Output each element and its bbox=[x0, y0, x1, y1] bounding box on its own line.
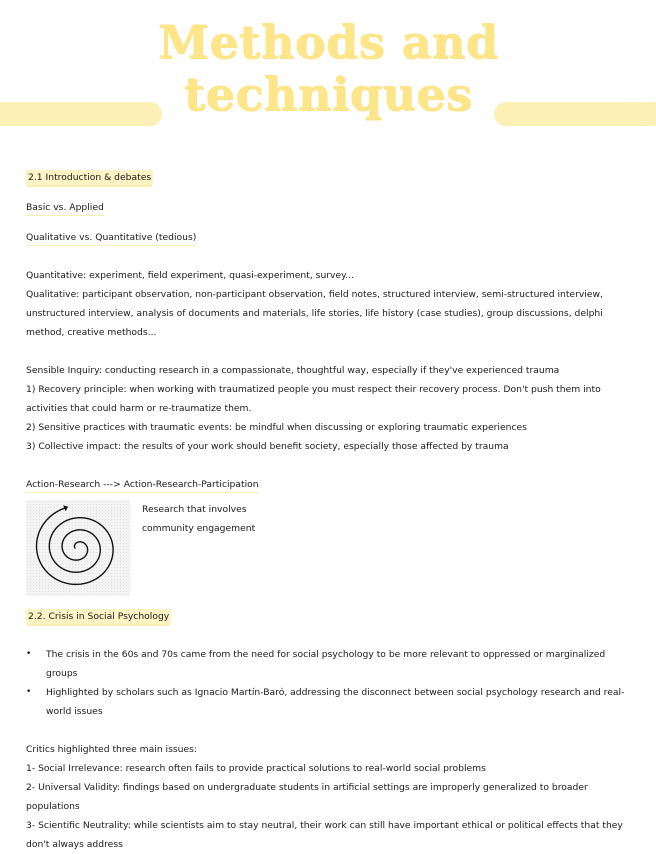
section-heading-crisis: 2.2. Crisis in Social Psychology bbox=[28, 611, 170, 622]
issue-1: 1- Social Irrelevance: research often fails to provide practical solutions to real-world social problems bbox=[26, 763, 486, 774]
principle-1: 1) Recovery principle: when working with traumatized people you must respect their recovery process. Don't push them into activities that could harm or re-traumatize them. bbox=[26, 384, 601, 414]
crisis-bullet-list bbox=[26, 645, 632, 721]
quantitative-line: Quantitative: experiment, field experiment, quasi-experiment, survey... bbox=[26, 270, 355, 281]
action-research-desc-line-1: Research that involves bbox=[142, 504, 247, 515]
page-content bbox=[26, 168, 632, 854]
subheading-basic-applied: Basic vs. Applied bbox=[26, 200, 104, 216]
qualitative-line: Qualitative: participant observation, non-participant observation, field notes, structured interview, semi-structured interview, unstructured interview, analysis of documents and materials, life stories, life history (case studies), group discussions, delphi method, creative methods... bbox=[26, 289, 603, 338]
principle-3: 3) Collective impact: the results of your work should benefit society, especially those affected by trauma bbox=[26, 441, 509, 452]
spiral-image bbox=[26, 500, 130, 596]
page-title bbox=[0, 16, 656, 120]
action-research-desc-line-2: community engagement bbox=[142, 523, 256, 534]
issue-3: 3- Scientific Neutrality: while scientists aim to stay neutral, their work can still have important ethical or political effects that they don't always address bbox=[26, 820, 623, 850]
spiral-icon bbox=[26, 500, 130, 596]
section-heading-intro: 2.1 Introduction & debates bbox=[28, 172, 152, 183]
subheading-qual-quant: Qualitative vs. Quantitative (tedious) bbox=[26, 230, 196, 246]
page-title-line-2: techniques bbox=[183, 67, 473, 121]
crisis-bullet-2: • Highlighted by scholars such as Ignacio Martín-Baró, addressing the disconnect between social psychology research and real-world issues bbox=[26, 683, 632, 721]
page-title-line-1: Methods and bbox=[157, 15, 499, 69]
critics-intro: Critics highlighted three main issues: bbox=[26, 744, 198, 755]
crisis-bullet-1: • The crisis in the 60s and 70s came from the need for social psychology to be more relevant to oppressed or marginalized groups bbox=[26, 645, 632, 683]
sensible-inquiry-line: Sensible Inquiry: conducting research in a compassionate, thoughtful way, especially if they've experienced trauma bbox=[26, 365, 560, 376]
principle-2: 2) Sensitive practices with traumatic events: be mindful when discussing or exploring traumatic experiences bbox=[26, 422, 527, 433]
action-research-heading: Action-Research ---> Action-Research-Participation bbox=[26, 477, 259, 493]
action-research-block bbox=[26, 500, 632, 596]
issue-2: 2- Universal Validity: findings based on undergraduate students in artificial settings are improperly generalized to broader populations bbox=[26, 782, 588, 812]
